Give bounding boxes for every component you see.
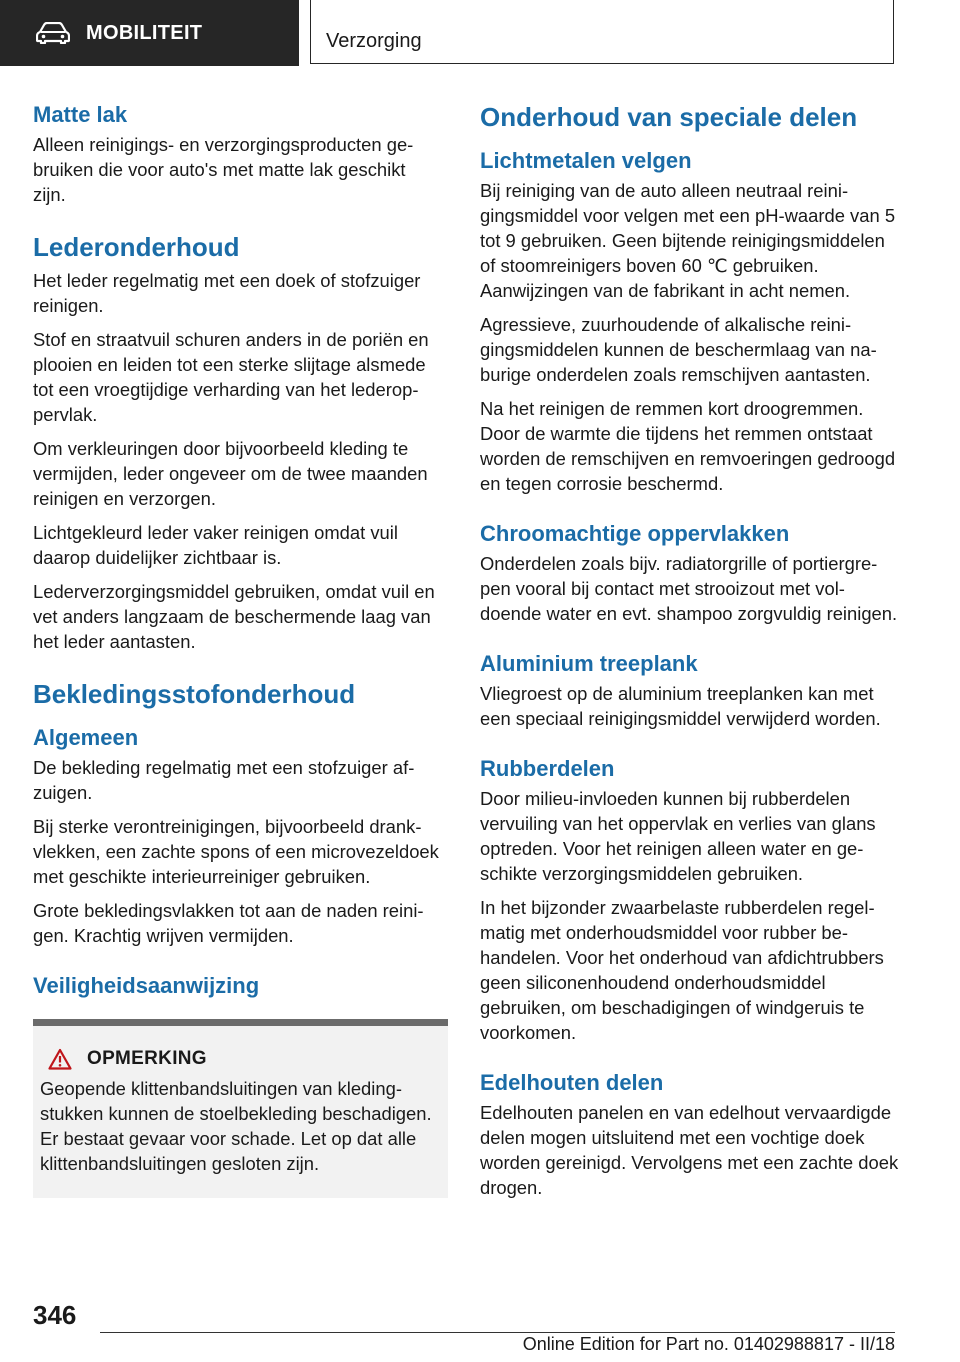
paragraph: Om verkleuringen door bijvoorbeeld kleding te vermijden, leder ongeveer om de twee maanden reinigen en verzorgen. [33,438,428,509]
heading-bekledingsstofonderhoud: Bekledingsstofonderhoud [33,679,356,709]
paragraph: Bij sterke verontreinigingen, bijvoorbeeld drankvlekken, een zachte spons of een microvezeldoek met geschikte interieurreiniger gebruiken. [33,816,439,887]
edition-text: Online Edition for Part no. 01402988817 - II/18 [522,1334,895,1354]
paragraph: Vliegroest op de aluminium treeplanken kan met een speciaal reinigingsmiddel verwijderd worden. [480,683,881,729]
paragraph: Lederverzorgingsmiddel gebruiken, omdat vuil en vet anders langzaam de beschermende laag van het leder aantasten. [33,581,435,652]
paragraph: Edelhouten panelen en van edelhout vervaardigde delen mogen uitsluitend met een vochtige doek worden gereinigd. Vervolgens met een zachte doek drogen. [480,1102,899,1198]
chapter-label: Verzorging [326,30,422,52]
paragraph: Grote bekledingsvlakken tot aan de naden reinigen. Krachtig wrijven vermijden. [33,900,424,946]
paragraph: Agressieve, zuurhoudende of alkalische reinigingsmiddelen kunnen de beschermlaag van naburige onderdelen zoals remschijven aantasten. [480,314,877,385]
chapter-tab [310,0,894,64]
page-number: 346 [33,1300,77,1330]
page-footer [0,1290,960,1362]
car-icon [36,22,70,44]
page-header [0,0,960,66]
heading-edelhouten-delen: Edelhouten delen [480,1070,664,1095]
notice-title: OPMERKING [87,1048,207,1069]
left-column [33,100,443,1198]
heading-onderhoud-speciale-delen: Onderhoud van speciale delen [480,102,858,132]
paragraph: Onderdelen zoals bijv. radiatorgrille of portiergrepen vooral bij contact met strooizout met voldoende water en evt. shampoo zorgvuldig reinigen. [480,553,898,624]
heading-aluminium-treeplank: Aluminium treeplank [480,651,698,676]
paragraph: Stof en straatvuil schuren anders in de poriën en plooien en leiden tot een sterke slijtage alsmede tot een vroegtijdige verharding van het lederoppervlak. [33,329,429,425]
heading-lederonderhoud: Lederonderhoud [33,232,240,262]
notice-header [48,1048,436,1070]
paragraph: Bij reiniging van de auto alleen neutraal reinigingsmiddel voor velgen met een pH-waarde van 5 tot 9 gebruiken. Geen bijtende reinigingsmiddelen of stoomreinigers boven 60 ℃ gebruiken. Aanwijzingen van de fabrikant in acht nemen. [480,180,896,301]
paragraph: Na het reinigen de remmen kort droogremmen. Door de warmte die tijdens het remmen ontstaat worden de remschijven en remvoeringen gedroogd en tegen corrosie beschermd. [480,398,896,494]
notice-text: Geopende klittenbandsluitingen van kledingstukken kunnen de stoelbekleding beschadigen. Er bestaat gevaar voor schade. Let op dat alle klittenbandsluitingen gesloten zijn. [40,1078,432,1174]
paragraph: Door milieu-invloeden kunnen bij rubberdelen vervuiling van het oppervlak en verlies van glans optreden. Voor het reinigen alleen water en geschikte verzorgingsmiddelen gebruiken. [480,788,876,884]
paragraph: In het bijzonder zwaarbelaste rubberdelen regelmatig met onderhoudsmiddel voor rubber behandelen. Voor het onderhoud van afdichtrubbers geen siliconenhoudend onderhoudsmiddel gebruiken, om beschadigingen of windgeruis te voorkomen. [480,897,884,1043]
heading-chroomachtige-oppervlakken: Chroomachtige oppervlakken [480,521,790,546]
right-column [480,100,900,1209]
paragraph: Lichtgekleurd leder vaker reinigen omdat vuil daarop duidelijker zichtbaar is. [33,522,398,568]
section-label: MOBILITEIT [86,21,203,44]
heading-rubberdelen: Rubberdelen [480,756,615,781]
heading-lichtmetalen-velgen: Lichtmetalen velgen [480,148,692,173]
footer-divider [100,1332,895,1333]
section-tab [0,0,299,66]
paragraph: De bekleding regelmatig met een stofzuiger afzuigen. [33,757,415,803]
heading-matte-lak: Matte lak [33,102,128,127]
heading-algemeen: Algemeen [33,725,139,750]
paragraph: Het leder regelmatig met een doek of stofzuiger reinigen. [33,270,421,316]
paragraph: Alleen reinigings- en verzorgingsproducten gebruiken die voor auto's met matte lak geschikt zijn. [33,134,414,205]
warning-icon [48,1048,72,1070]
notice-box [33,1019,448,1198]
heading-veiligheidsaanwijzing: Veiligheidsaanwijzing [33,973,260,998]
